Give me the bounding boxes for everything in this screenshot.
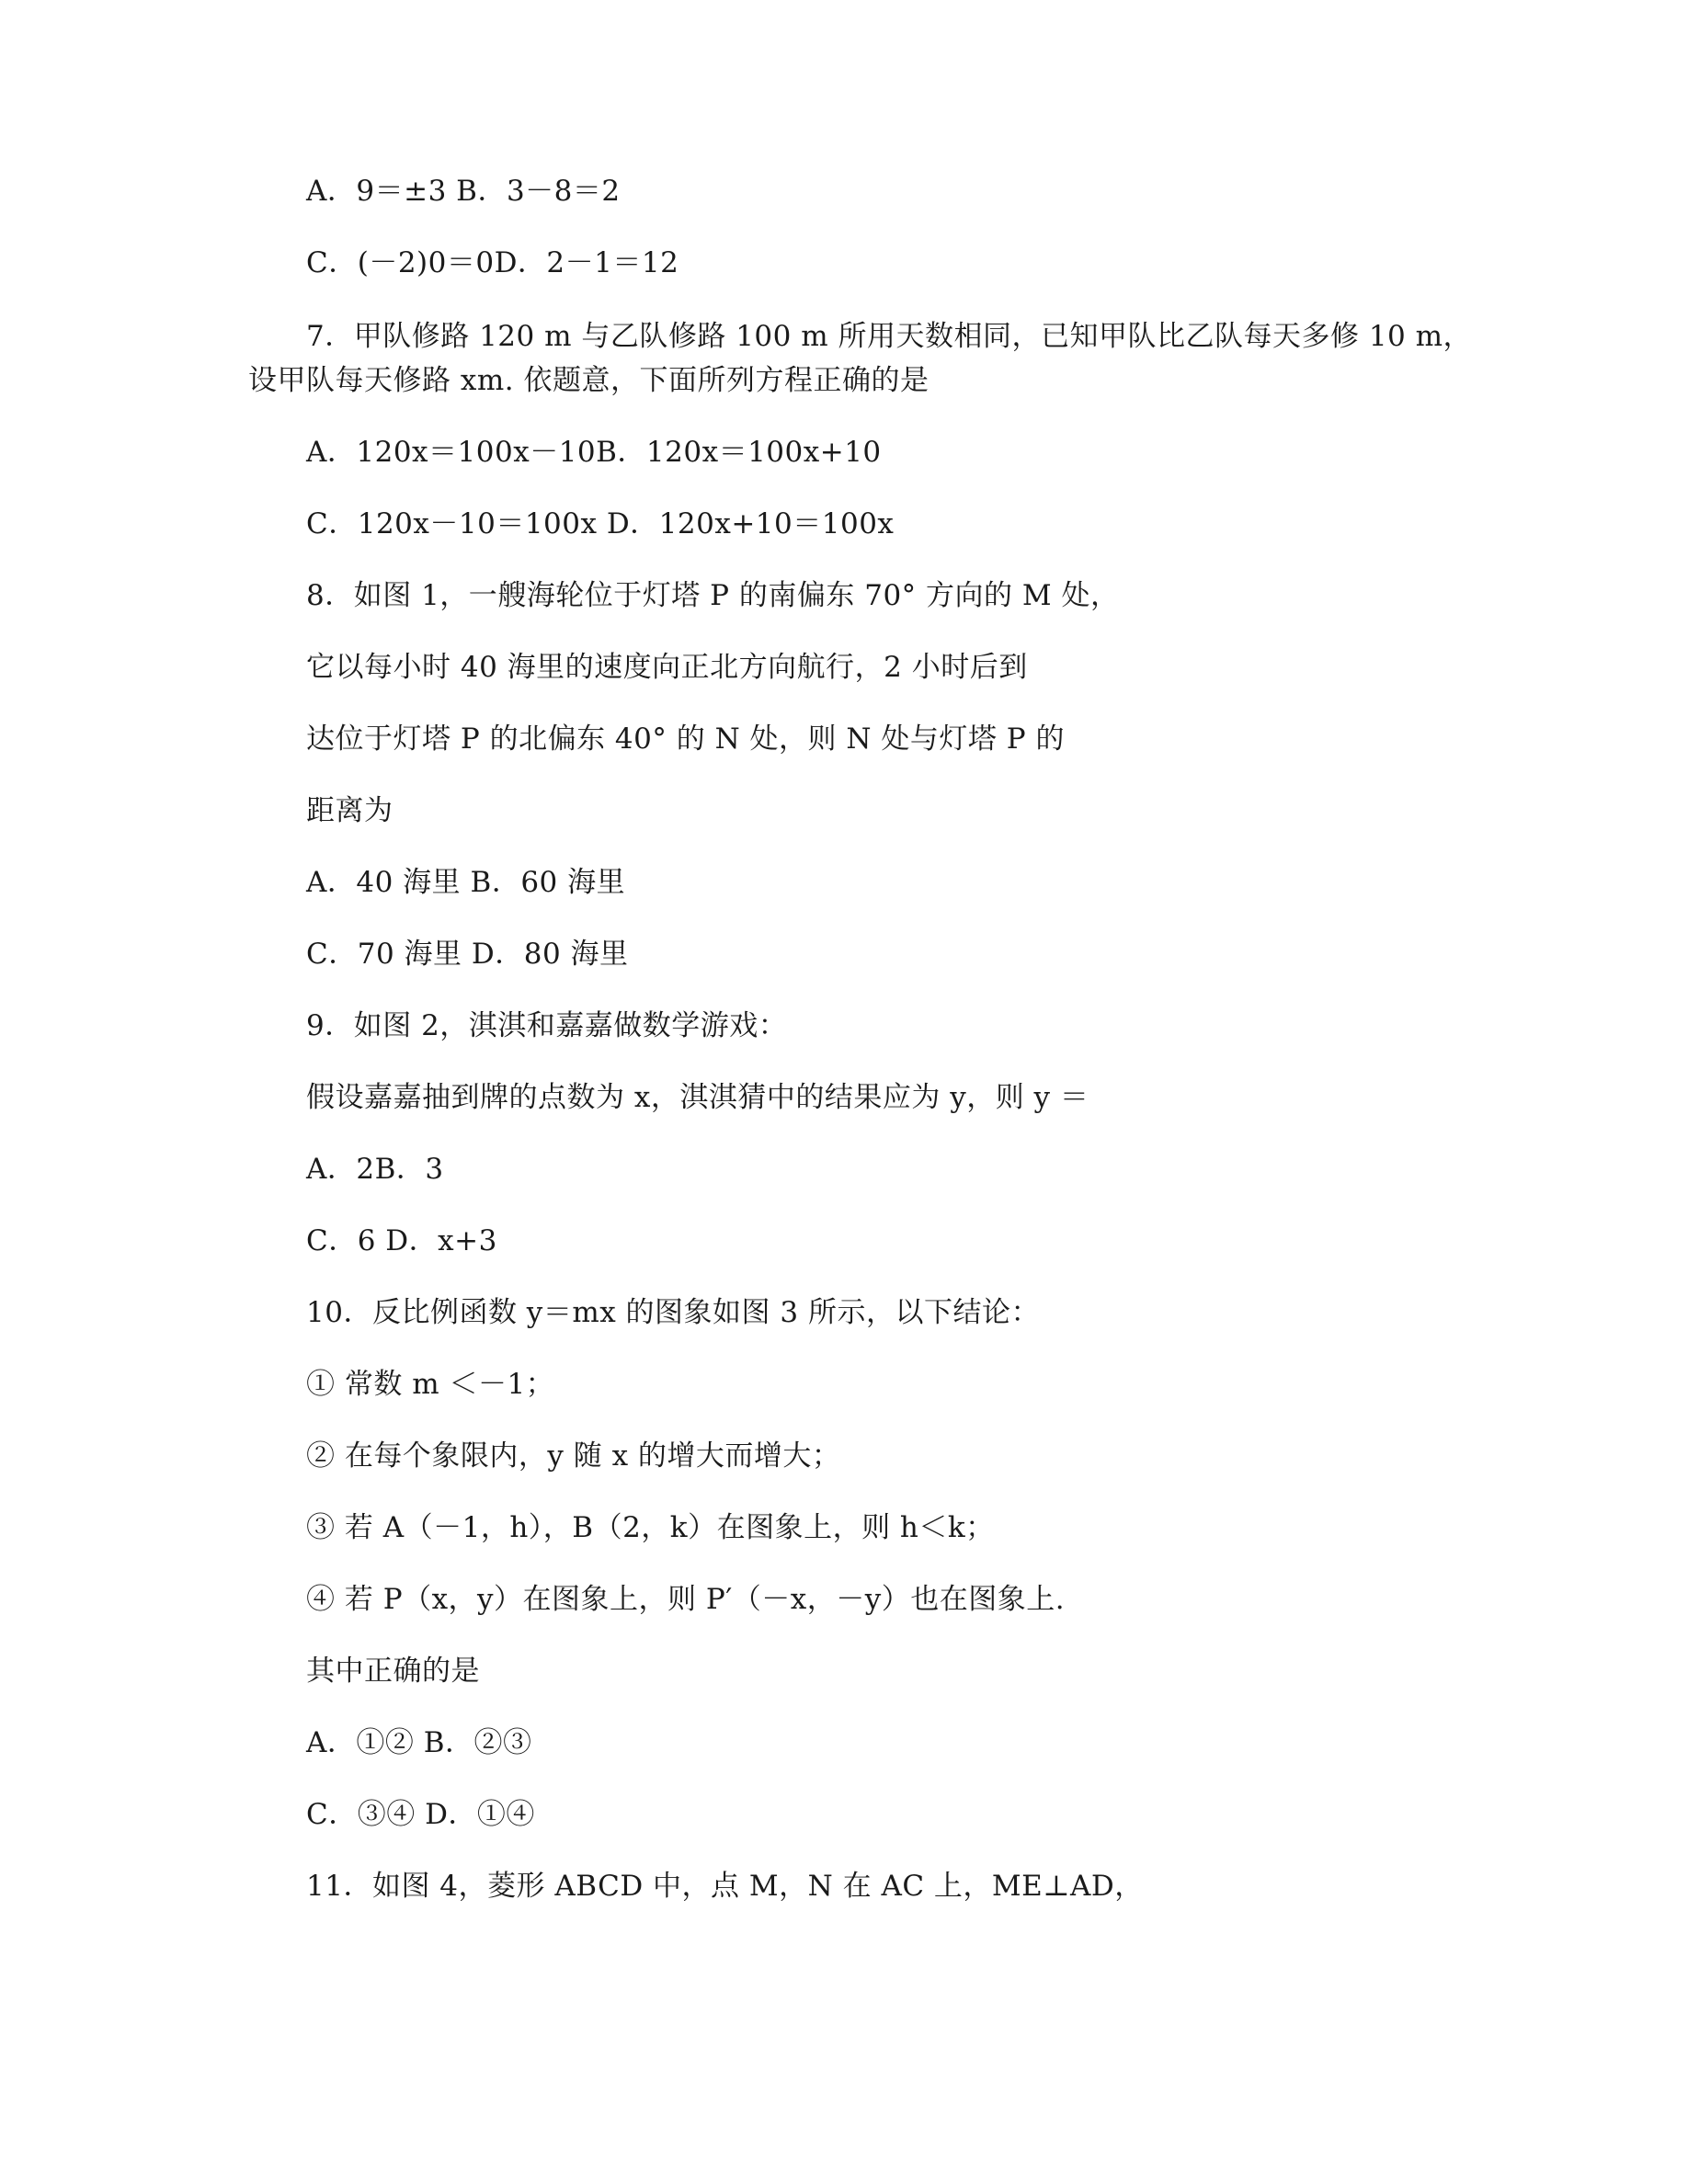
q10-stem: 10．反比例函数 y＝mx 的图象如图 3 所示，以下结论： bbox=[306, 1296, 1040, 1329]
q8-stem-line2: 它以每小时 40 海里的速度向正北方向航行，2 小时后到 bbox=[306, 651, 1028, 684]
q7-stem-line1: 7．甲队修路 120 m 与乙队修路 100 m 所用天数相同，已知甲队比乙队每天多修 10 m， bbox=[306, 320, 1473, 353]
q9-stem-line1: 9．如图 2，淇淇和嘉嘉做数学游戏： bbox=[306, 1009, 788, 1042]
q8-options-cd: C．70 海里 D．80 海里 bbox=[306, 938, 629, 971]
q10-prompt: 其中正确的是 bbox=[306, 1655, 480, 1688]
q10-statement-3: ③ 若 A（－1，h），B（2，k）在图象上，则 h＜k； bbox=[306, 1511, 995, 1544]
q6-options-cd: C．(－2)0＝0D．2－1＝12 bbox=[306, 246, 679, 279]
q10-options-ab: A．①② B．②③ bbox=[306, 1726, 532, 1759]
q8-stem-line1: 8．如图 1，一艘海轮位于灯塔 P 的南偏东 70° 方向的 M 处， bbox=[306, 579, 1120, 612]
q10-statement-1: ① 常数 m ＜－1； bbox=[306, 1368, 555, 1401]
q10-statement-4: ④ 若 P（x，y）在图象上，则 P′（－x，－y）也在图象上. bbox=[306, 1583, 1066, 1616]
q10-statement-2: ② 在每个象限内，y 随 x 的增大而增大； bbox=[306, 1439, 841, 1473]
q7-options-cd: C．120x－10＝100x D．120x+10＝100x bbox=[306, 507, 895, 540]
q10-options-cd: C．③④ D．①④ bbox=[306, 1798, 535, 1831]
q11-stem: 11．如图 4，菱形 ABCD 中，点 M，N 在 AC 上，ME⊥AD， bbox=[306, 1870, 1144, 1903]
q9-stem-line2: 假设嘉嘉抽到牌的点数为 x，淇淇猜中的结果应为 y，则 y ＝ bbox=[306, 1081, 1089, 1114]
q8-options-ab: A．40 海里 B．60 海里 bbox=[306, 866, 626, 899]
q9-options-cd: C．6 D．x+3 bbox=[306, 1224, 497, 1257]
q8-stem-line3: 达位于灯塔 P 的北偏东 40° 的 N 处，则 N 处与灯塔 P 的 bbox=[306, 722, 1065, 756]
q8-stem-line4: 距离为 bbox=[306, 794, 393, 827]
q7-stem-line2: 设甲队每天修路 xm. 依题意，下面所列方程正确的是 bbox=[248, 364, 930, 397]
q7-options-ab: A．120x＝100x－10B．120x＝100x+10 bbox=[306, 436, 882, 469]
q6-options-ab: A．9＝±3 B．3－8＝2 bbox=[306, 175, 621, 208]
q9-options-ab: A．2B．3 bbox=[306, 1153, 444, 1186]
